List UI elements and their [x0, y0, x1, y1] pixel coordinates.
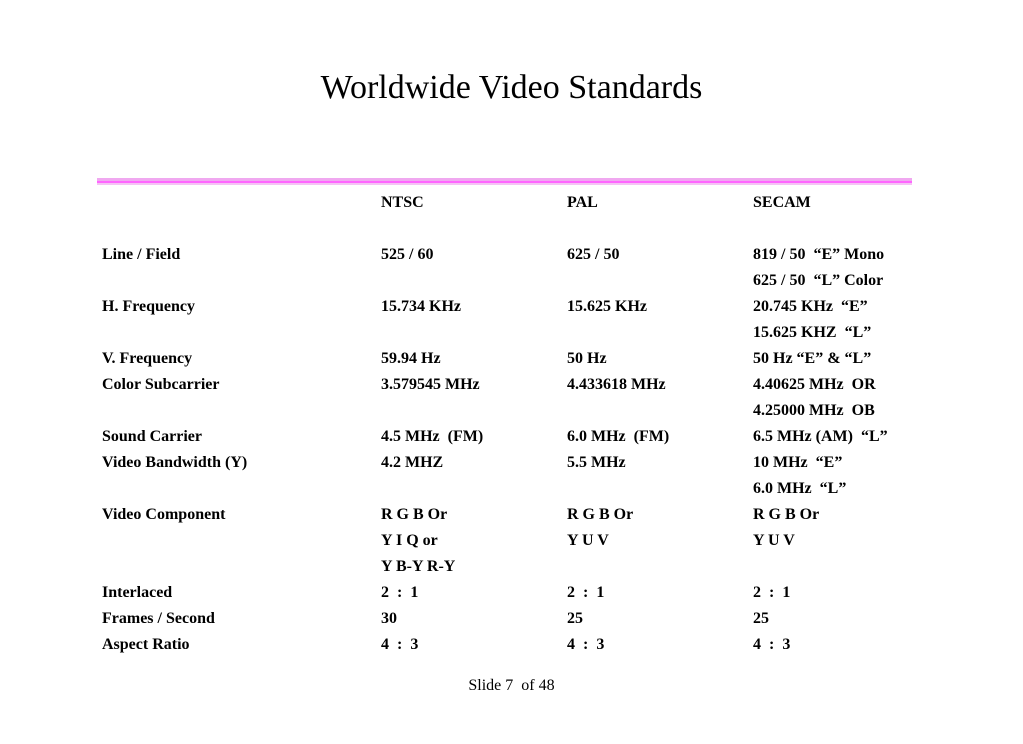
table-row: [0, 554, 1023, 580]
header-cell-pal: PAL: [567, 194, 598, 211]
divider-line-pale: [97, 183, 912, 185]
table-cell-secam: 25: [753, 610, 769, 627]
table-cell-label: Aspect Ratio: [102, 636, 190, 653]
table-cell-secam: 15.625 KHZ “L”: [753, 324, 872, 341]
table-cell-pal: 6.0 MHz (FM): [567, 428, 670, 445]
table-cell-ntsc: 4.5 MHz (FM): [381, 428, 484, 445]
table-cell-pal: 4 : 3: [567, 636, 605, 653]
table-row: [0, 580, 1023, 606]
table-cell-ntsc: Y I Q or: [381, 532, 438, 549]
table-cell-label: Color Subcarrier: [102, 376, 220, 393]
table-row: [0, 294, 1023, 320]
table-cell-label: Line / Field: [102, 246, 181, 263]
table-row: [0, 372, 1023, 398]
table-row: [0, 346, 1023, 372]
table-header-row: [0, 190, 1023, 216]
header-cell-ntsc: NTSC: [381, 194, 424, 211]
table-row: [0, 450, 1023, 476]
table-cell-secam: Y U V: [753, 532, 795, 549]
table-cell-ntsc: 59.94 Hz: [381, 350, 441, 367]
standards-table: [0, 190, 1023, 658]
table-row: [0, 528, 1023, 554]
table-row: [0, 320, 1023, 346]
table-row: [0, 268, 1023, 294]
table-row: [0, 632, 1023, 658]
table-cell-ntsc: 15.734 KHz: [381, 298, 461, 315]
table-cell-ntsc: 3.579545 MHz: [381, 376, 480, 393]
table-cell-label: Sound Carrier: [102, 428, 202, 445]
table-cell-ntsc: 2 : 1: [381, 584, 419, 601]
table-cell-secam: 6.0 MHz “L”: [753, 480, 847, 497]
table-cell-label: Frames / Second: [102, 610, 215, 627]
table-row: [0, 502, 1023, 528]
table-cell-ntsc: 4.2 MHZ: [381, 454, 444, 471]
table-cell-secam: 10 MHz “E”: [753, 454, 843, 471]
table-cell-ntsc: 525 / 60: [381, 246, 434, 263]
table-cell-label: Video Bandwidth (Y): [102, 454, 248, 471]
slide-title: Worldwide Video Standards: [320, 69, 703, 106]
table-cell-ntsc: 30: [381, 610, 397, 627]
slide-number: Slide 7 of 48: [468, 677, 555, 694]
table-cell-secam: R G B Or: [753, 506, 820, 523]
table-cell-secam: 20.745 KHz “E”: [753, 298, 868, 315]
table-cell-pal: 5.5 MHz: [567, 454, 626, 471]
table-cell-pal: R G B Or: [567, 506, 634, 523]
table-cell-pal: 4.433618 MHz: [567, 376, 666, 393]
table-cell-secam: 4.25000 MHz OB: [753, 402, 875, 419]
table-cell-secam: 4.40625 MHz OR: [753, 376, 876, 393]
table-cell-pal: Y U V: [567, 532, 609, 549]
table-row: [0, 216, 1023, 242]
table-body: [0, 216, 1023, 658]
table-cell-label: Interlaced: [102, 584, 173, 601]
table-row: [0, 398, 1023, 424]
title-divider: [97, 178, 912, 187]
table-cell-ntsc: 4 : 3: [381, 636, 419, 653]
table-cell-label: Video Component: [102, 506, 226, 523]
table-row: [0, 476, 1023, 502]
table-cell-secam: 2 : 1: [753, 584, 791, 601]
table-cell-secam: 6.5 MHz (AM) “L”: [753, 428, 888, 445]
table-row: [0, 606, 1023, 632]
table-cell-pal: 15.625 KHz: [567, 298, 647, 315]
table-cell-secam: 4 : 3: [753, 636, 791, 653]
header-cell-secam: SECAM: [753, 194, 811, 211]
table-cell-ntsc: R G B Or: [381, 506, 448, 523]
table-cell-label: V. Frequency: [102, 350, 193, 367]
table-cell-secam: 625 / 50 “L” Color: [753, 272, 884, 289]
table-cell-pal: 2 : 1: [567, 584, 605, 601]
table-cell-secam: 819 / 50 “E” Mono: [753, 246, 885, 263]
table-row: [0, 242, 1023, 268]
table-cell-pal: 25: [567, 610, 583, 627]
table-cell-secam: 50 Hz “E” & “L”: [753, 350, 872, 367]
table-cell-label: H. Frequency: [102, 298, 196, 315]
table-cell-pal: 50 Hz: [567, 350, 607, 367]
table-row: [0, 424, 1023, 450]
table-cell-ntsc: Y B-Y R-Y: [381, 558, 456, 575]
table-cell-pal: 625 / 50: [567, 246, 620, 263]
